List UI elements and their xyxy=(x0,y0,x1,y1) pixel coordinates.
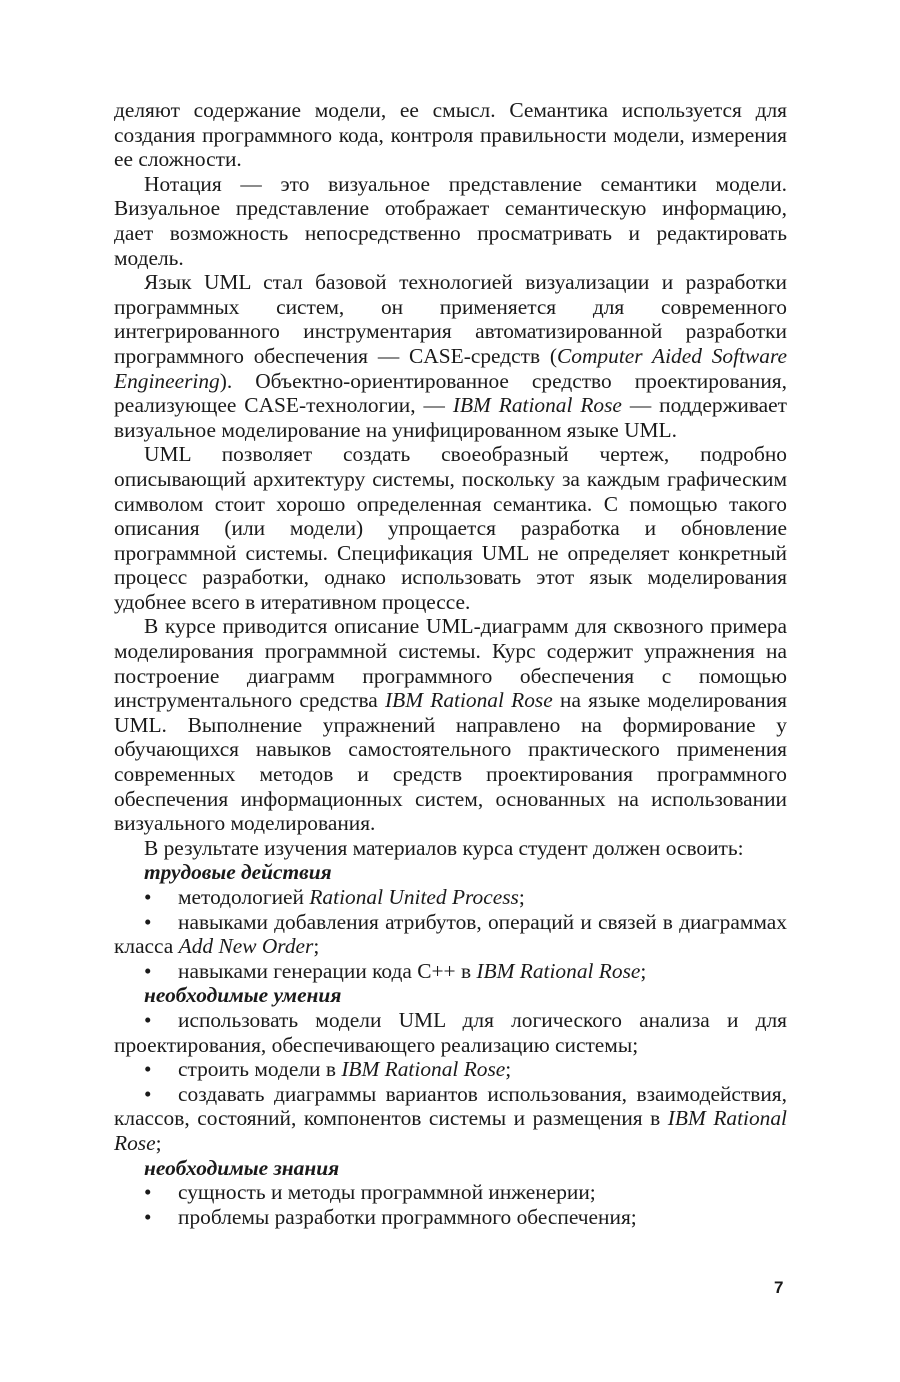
list-item xyxy=(114,885,787,910)
text-run: строить модели в xyxy=(178,1057,342,1082)
paragraph-semantics: деляют содержание модели, ее смысл. Семантика используется для создания программного кода, контроля правильности модели, измерения ее сложности. xyxy=(114,98,787,172)
page-body xyxy=(114,98,787,1229)
paragraph-course xyxy=(114,614,787,835)
heading-required-skills: необходимые умения xyxy=(144,983,342,1008)
text-run: навыками генерации кода С++ в xyxy=(178,958,477,983)
text-run: ; xyxy=(313,934,320,959)
text-run: ; xyxy=(505,1057,512,1082)
text-run: ). Объектно-ориентированное средство проектирования, реализующее CASE-технологии, — xyxy=(114,368,787,418)
italic-term: Rational United Process xyxy=(309,885,519,909)
paragraph-uml-language xyxy=(114,270,787,442)
text-run: проблемы разработки программного обеспечения; xyxy=(178,1204,637,1229)
list-item xyxy=(114,1205,787,1230)
text-run: использовать модели UML для логического анализа и для проектирования, обеспечивающего реализацию системы; xyxy=(114,1007,787,1057)
paragraph-results-intro: В результате изучения материалов курса студент должен освоить: xyxy=(144,835,744,860)
italic-term: Computer Aided Software Engineering xyxy=(114,343,787,393)
italic-term: Add New Order xyxy=(178,934,314,959)
bullet-icon: • xyxy=(144,1081,152,1106)
text-run: создавать диаграммы вариантов использования, взаимодействия, классов, состояний, компонентов системы и размещения в xyxy=(114,1081,787,1131)
text-run: сущность и методы программной инженерии; xyxy=(178,1180,596,1205)
paragraph-notation: Нотация — это визуальное представление семантики модели. Визуальное представление отображает семантическую информацию, дает возможность непосредственно просматривать и редактировать модель. xyxy=(114,171,787,270)
page-number: 7 xyxy=(774,1278,784,1297)
text-run: — поддерживает визуальное моделирование на унифицированном языке UML. xyxy=(114,393,787,442)
bullet-icon: • xyxy=(144,1180,152,1205)
list-item xyxy=(114,1082,787,1156)
list-item xyxy=(114,1057,787,1082)
list-item xyxy=(114,959,787,984)
italic-term: IBM Rational Rose xyxy=(476,958,641,983)
text-run: методологией xyxy=(178,885,310,909)
list-item xyxy=(114,910,787,959)
text-run: навыками добавления атрибутов, операций и связей в диаграммах класса xyxy=(114,909,787,959)
list-item xyxy=(114,1180,787,1205)
text-run: на языке моделирования UML. Выполнение упражнений направлено на формирование у обучающихся навыков самостоятельного практического применения современных методов и средств проектирования программного обеспечения информационных систем, основанных на использовании визуального моделирования. xyxy=(114,688,787,836)
bullet-icon: • xyxy=(144,909,152,934)
list-item xyxy=(114,1008,787,1057)
heading-labor-actions: трудовые действия xyxy=(144,860,332,885)
italic-term: IBM Rational Rose xyxy=(341,1057,506,1082)
text-run: ; xyxy=(518,885,525,909)
text-run: Язык UML стал базовой технологией визуализации и разработки программных систем, он применяется для современного интегрированного инструментария автоматизированной разработки программного обеспечения — CASE-средств ( xyxy=(114,270,787,368)
bullet-icon: • xyxy=(144,885,152,909)
italic-term: IBM Rational Rose xyxy=(114,1106,787,1155)
italic-term: IBM Rational Rose xyxy=(452,393,622,418)
paragraph-uml-blueprint: UML позволяет создать своеобразный чертеж, подробно описывающий архитектуру системы, поскольку за каждым графическим символом стоит хорошо определенная семантика. С помощью такого описания (или модели) упрощается разработка и обновление программной системы. Спецификация UML не определяет конкретный процесс разработки, однако использовать этот язык моделирования удобнее всего в итеративном процессе. xyxy=(114,442,787,614)
text-run: В курсе приводится описание UML-диаграмм для сквозного примера моделирования программной системы. Курс содержит упражнения на построение диаграмм программного обеспечения с помощью инструментального средства xyxy=(114,614,787,713)
text-run: ; xyxy=(640,958,647,983)
bullet-icon: • xyxy=(144,1057,152,1082)
bullet-icon: • xyxy=(144,1007,152,1032)
bullet-icon: • xyxy=(144,1204,152,1229)
bullet-icon: • xyxy=(144,958,152,983)
heading-required-knowledge: необходимые знания xyxy=(144,1155,340,1180)
text-run: ; xyxy=(155,1130,162,1155)
italic-term: IBM Rational Rose xyxy=(385,688,553,713)
